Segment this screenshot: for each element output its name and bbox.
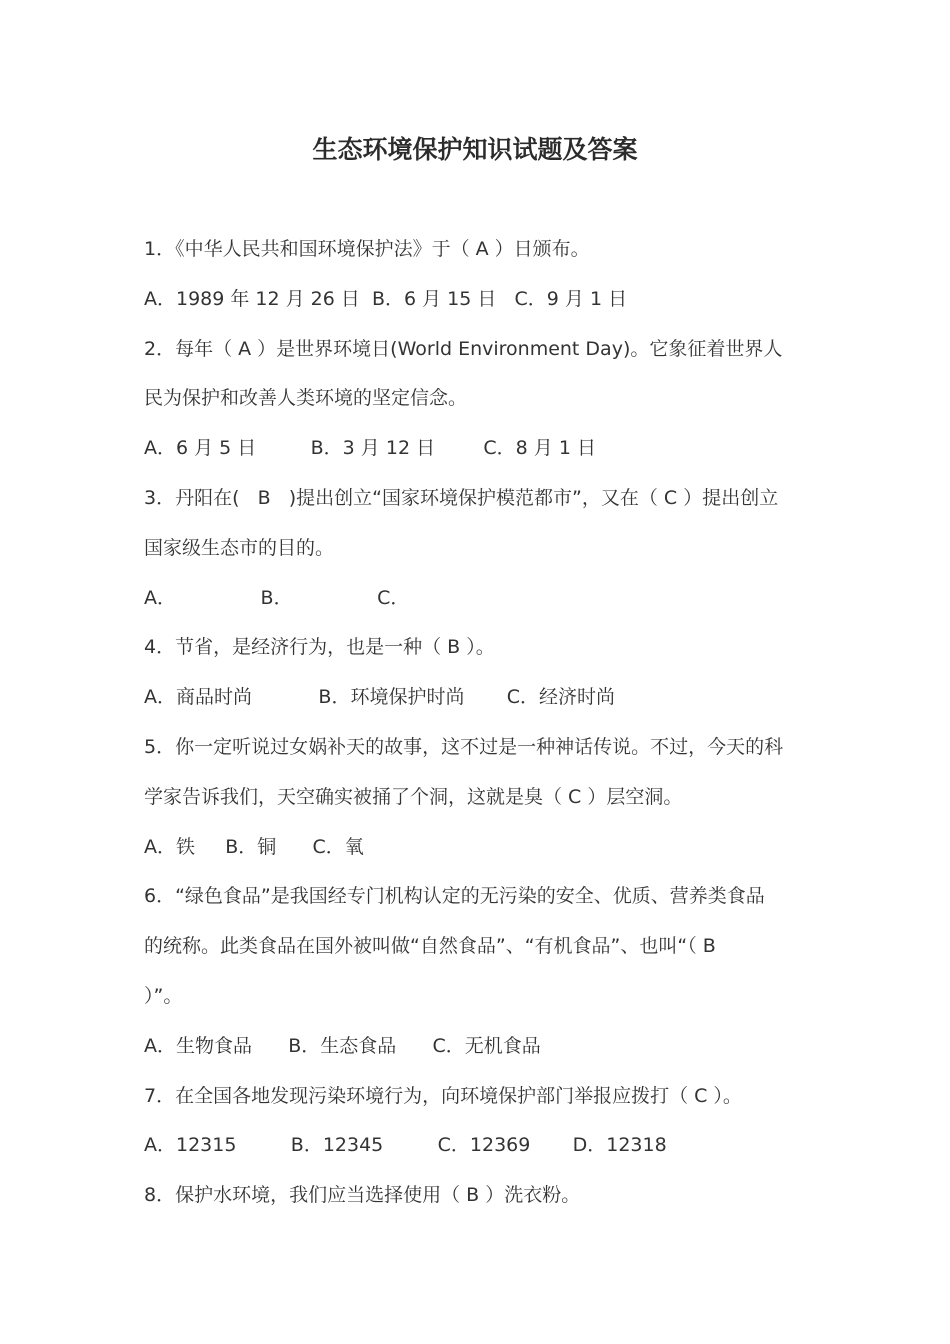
question-1-options: A．1989 年 12 月 26 日 B．6 月 15 日 C．9 月 1 日 xyxy=(144,287,628,310)
question-5-options: A．铁 B．铜 C．氧 xyxy=(144,835,364,858)
question-3-continued: 国家级生态市的目的。 xyxy=(144,536,335,559)
question-6-continued: 的统称。此类食品在国外被叫做“自然食品”、“有机食品”、也叫“（ B xyxy=(144,935,716,958)
question-1: 1．《中华人民共和国环境保护法》于（ A ）日颁布。 xyxy=(144,238,590,260)
question-2: 2．每年（ A ）是世界环境日(World Environment Day)。它象征着世界人 xyxy=(144,337,783,360)
question-6-continued-2: ）”。 xyxy=(144,984,183,1007)
question-list xyxy=(144,225,824,1221)
question-3-options: A． B． C． xyxy=(144,586,410,609)
question-6-options: A．生物食品 B．生态食品 C．无机食品 xyxy=(144,1034,541,1057)
question-4: 4．节省，是经济行为，也是一种（ B ）。 xyxy=(144,636,495,659)
question-5: 5．你一定听说过女娲补天的故事，这不过是一种神话传说。不过，今天的科 xyxy=(144,735,784,758)
question-7-options: A．12315 B．12345 C．12369 D．12318 xyxy=(144,1134,667,1157)
question-3: 3．丹阳在( B )提出创立“国家环境保护模范都市”，又在（ C ）提出创立 xyxy=(144,486,779,509)
question-2-continued: 民为保护和改善人类环境的坚定信念。 xyxy=(144,387,468,410)
question-8: 8．保护水环境，我们应当选择使用（ B ）洗衣粉。 xyxy=(144,1184,581,1207)
document-title: 生态环境保护知识试题及答案 xyxy=(312,135,638,164)
question-6: 6．“绿色食品”是我国经专门机构认定的无污染的安全、优质、营养类食品 xyxy=(144,885,765,908)
question-7: 7．在全国各地发现污染环境行为，向环境保护部门举报应拨打（ C ）。 xyxy=(144,1084,742,1107)
question-5-continued: 学家告诉我们，天空确实被捅了个洞，这就是臭（ C ）层空洞。 xyxy=(144,785,683,808)
question-2-options: A．6 月 5 日 B．3 月 12 日 C．8 月 1 日 xyxy=(144,437,596,460)
question-4-options: A．商品时尚 B．环境保护时尚 C．经济时尚 xyxy=(144,686,616,709)
